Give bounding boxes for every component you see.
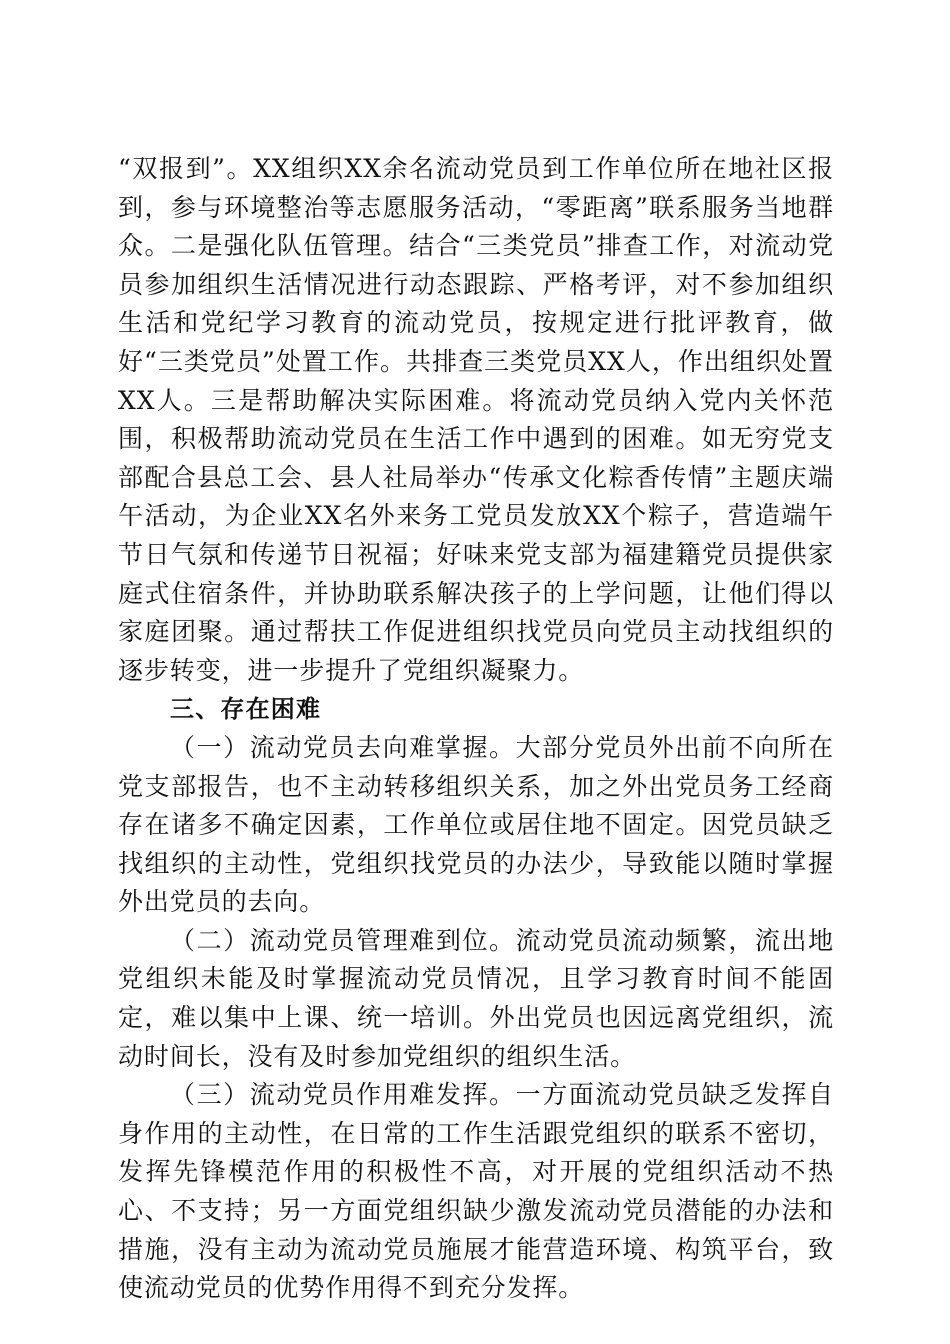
section-heading: 三、存在困难 (170, 695, 322, 724)
document-body (118, 150, 834, 1308)
paragraph-difficulty-3: （三）流动党员作用难发挥。一方面流动党员缺乏发挥自身作用的主动性，在日常的工作生活跟党组织的联系不密切，发挥先锋模范作用的积极性不高，对开展的党组织活动不热心、不支持；另一方面党组织缺少激发流动党员潜能的办法和措施，没有主动为流动党员施展才能营造环境、构筑平台，致使流动党员的优势作用得不到充分发挥。 (118, 1080, 834, 1303)
paragraph-difficulty-2: （二）流动党员管理难到位。流动党员流动频繁，流出地党组织未能及时掌握流动党员情况，且学习教育时间不能固定，难以集中上课、统一培训。外出党员也因远离党组织，流动时间长，没有及时参加党组织的组织生活。 (118, 925, 834, 1071)
continued-paragraph: “双报到”。XX组织XX余名流动党员到工作单位所在地社区报到，参与环境整治等志愿服务活动，“零距离”联系服务当地群众。二是强化队伍管理。结合“三类党员”排查工作，对流动党员参加组织生活情况进行动态跟踪、严格考评，对不参加组织生活和党纪学习教育的流动党员，按规定进行批评教育，做好“三类党员”处置工作。共排查三类党员XX人，作出组织处置XX人。三是帮助解决实际困难。将流动党员纳入党内关怀范围，积极帮助流动党员在生活工作中遇到的困难。如无穷党支部配合县总工会、县人社局举办“传承文化粽香传情”主题庆端午活动，为企业XX名外来务工党员发放XX个粽子，营造端午节日气氛和传递节日祝福；好味来党支部为福建籍党员提供家庭式住宿条件，并协助联系解决孩子的上学问题，让他们得以家庭团聚。通过帮扶工作促进组织找党员向党员主动找组织的逐步转变，进一步提升了党组织凝聚力。 (118, 154, 834, 685)
paragraph-difficulty-1: （一）流动党员去向难掌握。大部分党员外出前不向所在党支部报告，也不主动转移组织关系，加之外出党员务工经商存在诸多不确定因素，工作单位或居住地不固定。因党员缺乏找组织的主动性，党组织找党员的办法少，导致能以随时掌握外出党员的去向。 (118, 732, 834, 917)
